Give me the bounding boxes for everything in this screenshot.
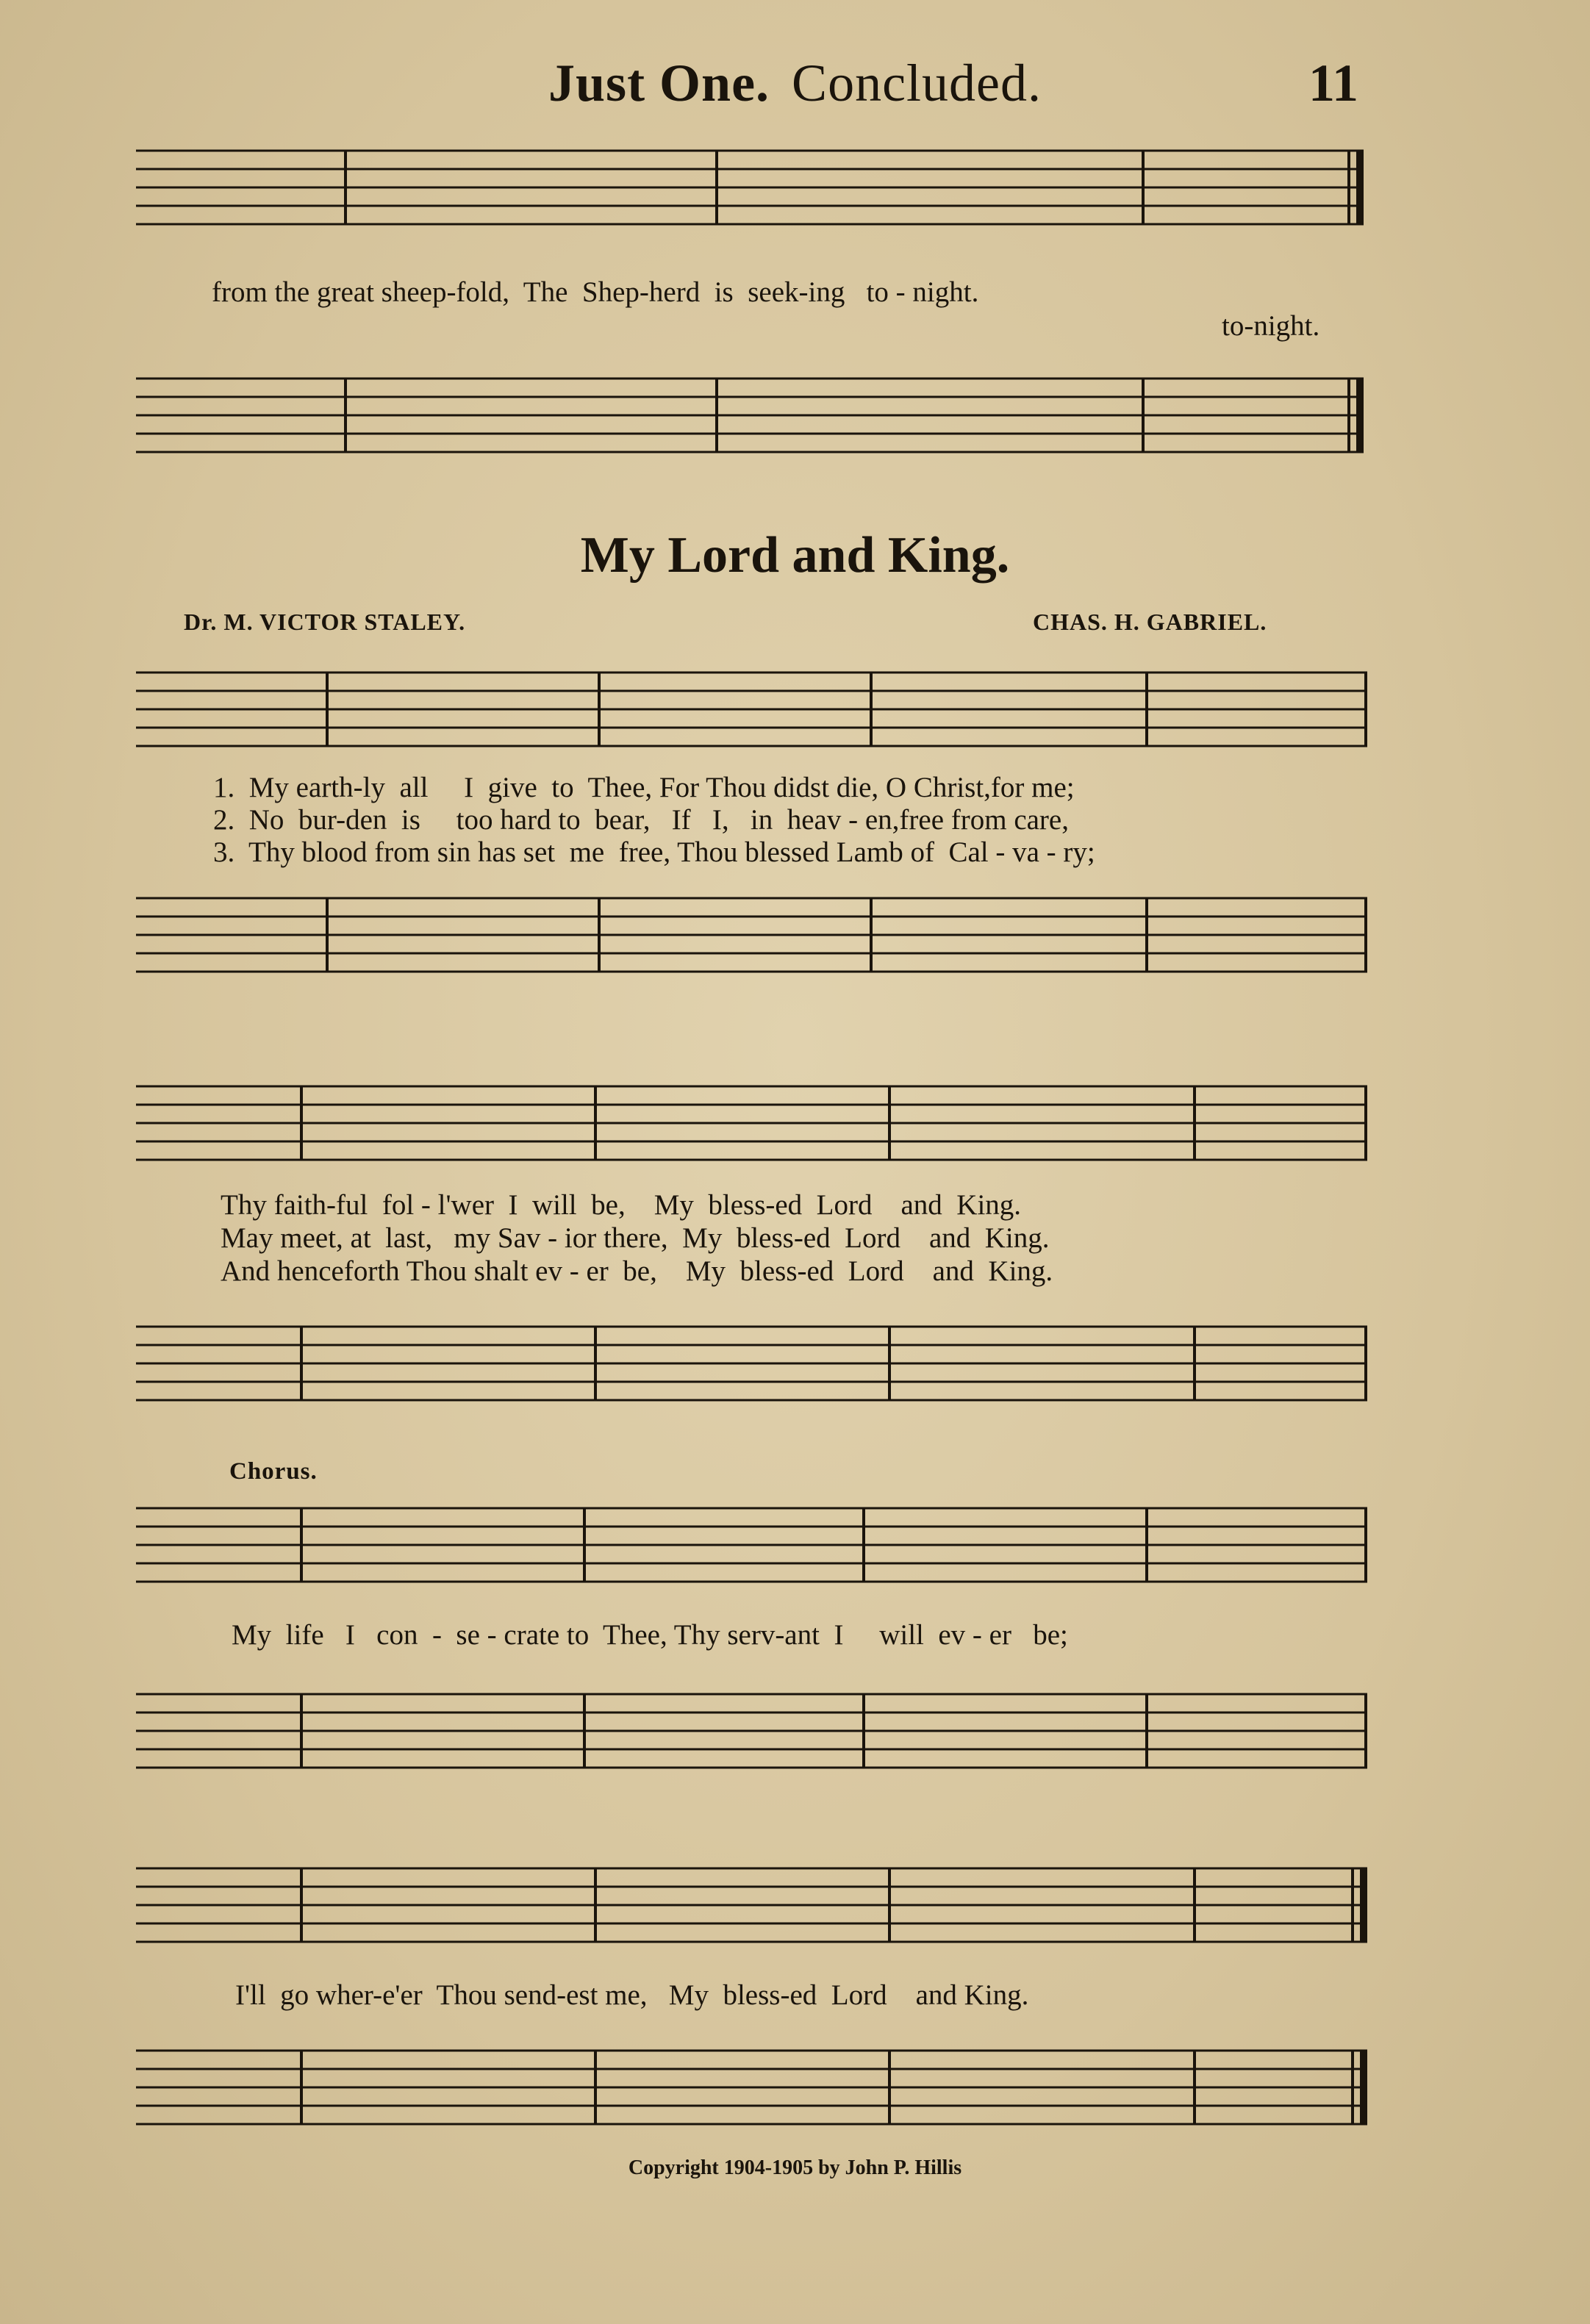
treble-staff — [0, 665, 1590, 768]
chorus-label: Chorus. — [229, 1458, 318, 1485]
page-header-title: Just One. Concluded. — [548, 54, 1042, 112]
verse3-lyric: And henceforth Thou shalt ev - er be, My bless-ed Lord and King. — [221, 1255, 1053, 1287]
verse3-lyric: 3. Thy blood from sin has set me free, Thou blessed Lamb of Cal - va - ry; — [213, 836, 1095, 868]
bass-staff — [0, 891, 1590, 994]
verse2-lyric: May meet, at last, my Sav - ior there, My bless-ed Lord and King. — [221, 1222, 1050, 1254]
treble-staff — [0, 1501, 1590, 1604]
verse1-lyric: 1. My earth-ly all I give to Thee, For Thou didst die, O Christ,for me; — [213, 772, 1075, 803]
bass-staff — [0, 1319, 1590, 1422]
copyright-notice: Copyright 1904-1905 by John P. Hillis — [628, 2156, 962, 2179]
verse1-lyric: Thy faith-ful fol - l'wer I will be, My bless-ed Lord and King. — [221, 1189, 1022, 1221]
chorus-lyric: My life I con - se - crate to Thee, Thy serv-ant I will ev - er be; — [232, 1619, 1068, 1651]
composer-credit: CHAS. H. GABRIEL. — [1033, 609, 1267, 635]
bass-staff — [0, 1687, 1590, 1790]
page-number: 11 — [1308, 54, 1359, 112]
lyric-line: from the great sheep-fold, The Shep-herd is seek-ing to - night. — [212, 276, 979, 308]
treble-staff — [0, 1079, 1590, 1182]
treble-staff — [0, 143, 1590, 246]
song-title: My Lord and King. — [580, 527, 1010, 584]
chorus-lyric: I'll go wher-e'er Thou send-est me, My bless-ed Lord and King. — [235, 1979, 1029, 2011]
bass-staff — [0, 371, 1590, 474]
treble-staff — [0, 1861, 1590, 1964]
lyricist-credit: Dr. M. VICTOR STALEY. — [184, 609, 466, 635]
bass-staff — [0, 2043, 1590, 2146]
verse2-lyric: 2. No bur-den is too hard to bear, If I, in heav - en,free from care, — [213, 804, 1069, 836]
lyric-line: to-night. — [1222, 310, 1320, 342]
